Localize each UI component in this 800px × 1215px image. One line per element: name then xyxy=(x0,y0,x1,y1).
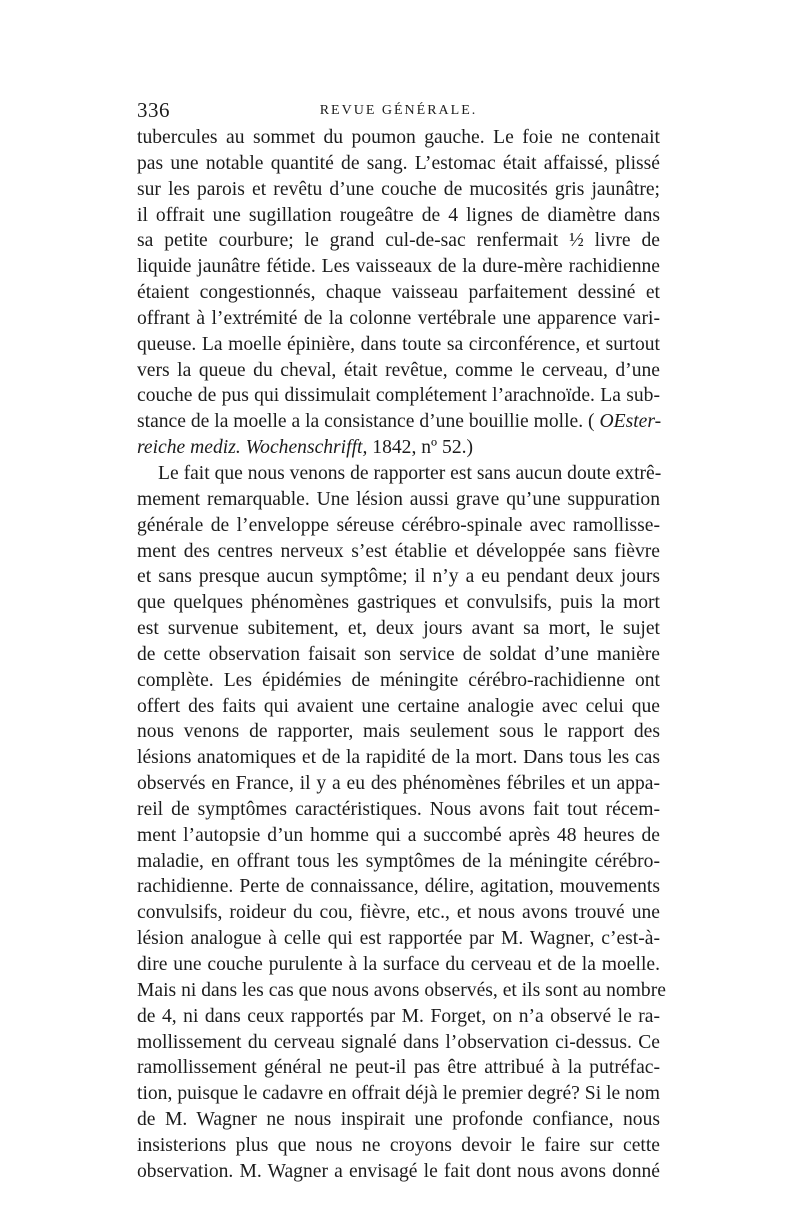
citation-journal: reiche mediz. Wochenschrifft, xyxy=(137,437,368,459)
page-number: 336 xyxy=(137,98,170,122)
page-header xyxy=(137,97,660,123)
text-line: étaient congestionnés, chaque vaisseau parfaitement dessiné et xyxy=(137,282,660,304)
text-line: observés en France, il y a eu des phénomènes fébriles et un appa- xyxy=(137,773,660,795)
text-line: que quelques phénomènes gastriques et convulsifs, puis la mort xyxy=(137,592,660,614)
text-line: ment l’autopsie d’un homme qui a succombé après 48 heures de xyxy=(137,824,660,846)
text-line: ramollissement général ne peut-il pas être attribué à la putréfac- xyxy=(137,1057,660,1079)
text-line: Mais ni dans les cas que nous avons observés, et ils sont au nombre xyxy=(137,979,666,1001)
text-line: couche de pus qui dissimulait complétement l’arachnoïde. La sub- xyxy=(137,385,660,407)
text-line: mollissement du cerveau signalé dans l’observation ci-dessus. Ce xyxy=(137,1031,660,1053)
text-line: complète. Les épidémies de méningite cérébro-rachidienne ont xyxy=(137,669,660,691)
text-line: ment des centres nerveux s’est établie et développée sans fièvre xyxy=(137,540,660,562)
text-line: tubercules au sommet du poumon gauche. Le foie ne contenait xyxy=(137,127,660,148)
text-line: observation. M. Wagner a envisagé le fait dont nous avons donné xyxy=(137,1160,660,1182)
text-line: insisterions plus que nous ne croyons devoir le faire sur cette xyxy=(137,1134,660,1156)
text-line: queuse. La moelle épinière, dans toute sa circonférence, et surtout xyxy=(137,333,660,355)
text-line: dire une couche purulente à la surface du cerveau et de la moelle. xyxy=(137,954,660,975)
text-line: rachidienne. Perte de connaissance, délire, agitation, mouvements xyxy=(137,876,660,898)
text-line: il offrait une sugillation rougeâtre de 4 lignes de diamètre dans xyxy=(137,204,660,226)
text-segment: stance de la moelle a la consistance d’une bouillie molle. ( xyxy=(137,411,595,433)
body-text xyxy=(137,125,666,1185)
text-line: sur les parois et revêtu d’une couche de mucosités gris jaunâtre; xyxy=(137,178,660,200)
text-line-with-citation xyxy=(137,409,660,435)
paragraph-first-line: Le fait que nous venons de rapporter est sans aucun doute extrê- xyxy=(158,462,662,484)
text-line: maladie, en offrant tous les symptômes de la méningite cérébro- xyxy=(137,850,660,872)
text-line: offert des faits qui avaient une certaine analogie avec celui que xyxy=(137,695,660,717)
text-line: tion, puisque le cadavre en offrait déjà le premier degré? Si le nom xyxy=(137,1083,660,1105)
text-line: pas une notable quantité de sang. L’estomac était affaissé, plissé xyxy=(137,152,660,174)
text-line: offrant à l’extrémité de la colonne vertébrale une apparence vari- xyxy=(137,307,660,329)
citation-details: 1842, nº 52.) xyxy=(367,437,474,459)
text-line: lésion analogue à celle qui est rapportée par M. Wagner, c’est-à- xyxy=(137,928,660,950)
text-line: vers la queue du cheval, était revêtue, comme le cerveau, d’une xyxy=(137,359,660,381)
text-line: de cette observation faisait son service de soldat d’une manière xyxy=(137,643,660,665)
text-line: convulsifs, roideur du cou, fièvre, etc., et nous avons trouvé une xyxy=(137,902,660,924)
text-line: sa petite courbure; le grand cul-de-sac renfermait ½ livre de xyxy=(137,230,660,252)
text-line: nous venons de rapporter, mais seulement sous le rapport des xyxy=(137,721,660,743)
citation-line xyxy=(137,435,660,461)
text-line: mement remarquable. Une lésion aussi grave qu’une suppuration xyxy=(137,488,660,510)
text-line: générale de l’enveloppe séreuse cérébro-spinale avec ramollisse- xyxy=(137,514,660,536)
text-line: de M. Wagner ne nous inspirait une profonde confiance, nous xyxy=(137,1109,660,1131)
text-line: liquide jaunâtre fétide. Les vaisseaux de la dure-mère rachidienne xyxy=(137,256,660,278)
text-line: est survenue subitement, et, deux jours avant sa mort, le sujet xyxy=(137,618,660,640)
running-title: REVUE GÉNÉRALE. xyxy=(319,103,478,118)
text-line: reil de symptômes caractéristiques. Nous avons fait tout récem- xyxy=(137,798,660,820)
text-line: de 4, ni dans ceux rapportés par M. Forget, on n’a observé le ra- xyxy=(137,1005,660,1027)
citation-journal: OEster- xyxy=(599,411,662,433)
text-line: lésions anatomiques et de la rapidité de la mort. Dans tous les cas xyxy=(137,747,660,769)
text-line: et sans presque aucun symptôme; il n’y a eu pendant deux jours xyxy=(137,566,660,588)
